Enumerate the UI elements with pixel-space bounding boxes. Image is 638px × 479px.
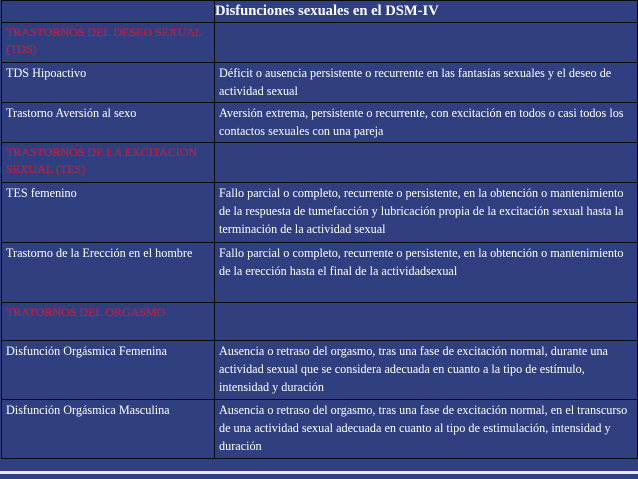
disorder-label: Trastorno Aversión al sexo xyxy=(2,103,215,143)
table-title-row xyxy=(2,1,638,23)
category-label: TRASTORNOS DE LA EXCITACION SEXUAL (TES) xyxy=(2,143,215,183)
table-row xyxy=(2,341,638,400)
table-row xyxy=(2,400,638,459)
table-row xyxy=(2,303,638,341)
category-label: TRATORNOS DEL ORGASMO xyxy=(2,303,215,341)
disorder-description: Ausencia o retraso del orgasmo, tras una fase de excitación normal, durante una actividad sexual que se considera adecuada en cuanto a la tipo de estímulo, intensidad y duración xyxy=(215,341,638,400)
disorder-label: Disfunción Orgásmica Masculina xyxy=(2,400,215,459)
disorder-label: Disfunción Orgásmica Femenina xyxy=(2,341,215,400)
table-row xyxy=(2,183,638,243)
bottom-divider xyxy=(0,471,638,474)
table-row xyxy=(2,143,638,183)
dsm-table xyxy=(1,0,638,459)
disorder-description: Fallo parcial o completo, recurrente o persistente, en la obtención o mantenimiento de la erección hasta el final de la actividadsexual xyxy=(215,243,638,303)
disorder-label: TES femenino xyxy=(2,183,215,243)
table-row xyxy=(2,23,638,63)
table-row xyxy=(2,103,638,143)
category-description xyxy=(215,303,638,341)
disorder-description: Fallo parcial o completo, recurrente o persistente, en la obtención o mantenimiento de la respuesta de tumefacción y lubricación propia de la excitación sexual hasta la terminación de la actividad sexual xyxy=(215,183,638,243)
category-label: TRASTORNOS DEL DESEO SEXUAL (TDS) xyxy=(2,23,215,63)
disorder-description: Aversión extrema, persistente o recurrente, con excitación en todos o casi todos los contactos sexuales con una pareja xyxy=(215,103,638,143)
table-row xyxy=(2,243,638,303)
disorder-label: Trastorno de la Erección en el hombre xyxy=(2,243,215,303)
disorder-description: Ausencia o retraso del orgasmo, tras una fase de excitación normal, en el transcurso de una actividad sexual adecuada en cuanto al tipo de estimulación, intensidad y duración xyxy=(215,400,638,459)
category-description xyxy=(215,143,638,183)
table-title: Disfunciones sexuales en el DSM-IV xyxy=(215,1,638,23)
disorder-label: TDS Hipoactivo xyxy=(2,63,215,103)
table-row xyxy=(2,63,638,103)
disorder-description: Déficit o ausencia persistente o recurrente en las fantasías sexuales y el deseo de actividad sexual xyxy=(215,63,638,103)
category-description xyxy=(215,23,638,63)
